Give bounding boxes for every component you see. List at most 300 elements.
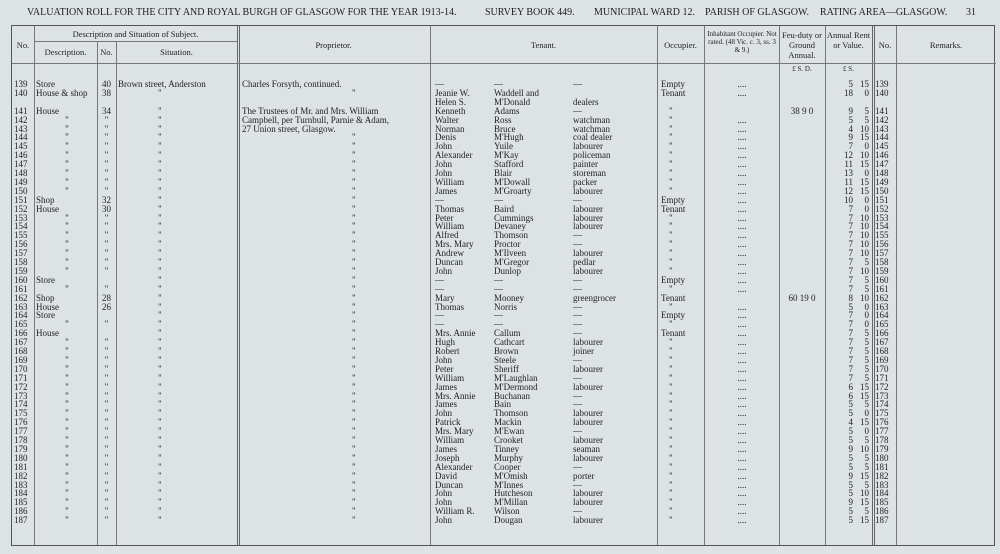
row-rent-pounds: 7 [848,346,853,356]
roll-title: VALUATION ROLL FOR THE CITY AND ROYAL BURGH OF GLASGOW FOR THE YEAR 1913-14. [27,7,457,18]
row-number: 144 [14,132,28,143]
row-occupier: Empty [661,79,685,89]
row-occupier: " [669,257,673,267]
row-situation: " [158,328,162,339]
row-tenant-last: Murphy [494,452,523,463]
row-tenant-first: — [435,310,444,321]
row-description: Shop [36,292,55,303]
row-proprietor: " [352,408,356,419]
row-tenant-last: — [494,319,503,330]
row-description: " [65,488,69,499]
row-house-number: " [104,221,109,232]
row-situation: " [158,443,162,454]
page-header [0,0,1000,22]
col-description: Description. [44,47,87,57]
row-number: 166 [14,328,28,339]
row-tenant-last: Steele [494,354,516,365]
row-tenant-occupation: — [573,372,582,383]
row-proprietor: " [352,185,356,196]
row-proprietor: The Trustees of Mr. and Mrs. William [242,105,379,116]
row-rent-shillings: 15 [860,417,869,428]
row-inhabitant: .... [737,123,747,134]
row-situation: " [158,159,162,170]
row-rent-pounds: 5 [848,408,853,419]
row-house-number: " [104,185,109,196]
row-number-right: 156 [875,239,889,250]
row-rent-pounds: 5 [848,426,853,437]
row-description: Store [36,79,55,89]
row-tenant-last: Crooket [494,435,523,445]
row-description: " [65,212,69,223]
row-occupier: " [669,141,673,152]
col-inhabitant: Inhabitant Occupier. Not rated. (48 Vic. c. 3, ss. 3 & 9.) [707,30,777,54]
row-description: " [65,443,69,454]
row-rent-shillings: 0 [864,310,869,321]
row-rent-pounds: 7 [848,319,853,330]
row-number-right: 145 [875,141,889,152]
row-situation: " [158,292,162,303]
row-house-number: 32 [102,194,111,205]
row-tenant-occupation: policeman [573,150,611,161]
row-occupier: " [669,417,673,428]
row-rent-pounds: 6 [848,381,853,392]
row-proprietor: " [352,515,356,526]
row-inhabitant: .... [737,159,747,170]
row-description: " [65,248,69,259]
row-tenant-first: John [435,265,453,276]
row-occupier: " [669,159,673,170]
row-number: 155 [14,230,28,241]
row-proprietor: " [352,328,356,339]
row-description: Store [36,310,55,321]
row-occupier: Empty [661,310,685,321]
row-rent-shillings: 15 [860,79,869,89]
row-number-right: 159 [875,265,889,276]
row-description: " [65,265,69,276]
row-occupier: " [669,497,673,508]
row-tenant-occupation: — [573,274,582,285]
row-rent-pounds: 4 [848,123,853,134]
row-tenant-last: M'Gregor [494,257,530,267]
row-tenant-occupation: — [573,310,582,321]
row-inhabitant: .... [737,185,747,196]
row-number-right: 177 [875,426,889,437]
row-house-number: " [104,141,109,152]
row-rent-shillings: 10 [860,292,869,303]
row-description: " [65,452,69,463]
row-proprietor: Charles Forsyth, continued. [242,79,342,89]
row-tenant-first: William [435,435,465,445]
roll-table [11,25,995,546]
row-description: " [65,363,69,374]
row-number: 158 [14,257,28,267]
row-tenant-first: Kenneth [435,105,466,116]
row-inhabitant: .... [737,79,747,89]
row-feu-duty: 38 9 0 [790,105,814,116]
row-number-right: 170 [875,363,889,374]
row-house-number: " [104,319,109,330]
row-inhabitant: .... [737,203,747,214]
row-rent-shillings: 15 [860,159,869,170]
row-number-right: 149 [875,176,889,187]
row-inhabitant: .... [737,132,747,143]
row-situation: " [158,390,162,401]
row-house-number: " [104,372,109,383]
row-description: House [36,105,59,116]
row-number-right: 178 [875,435,889,445]
row-inhabitant: .... [737,141,747,152]
row-proprietor: " [352,461,356,472]
row-number: 175 [14,408,28,419]
row-rent-shillings: 10 [860,239,869,250]
row-tenant-occupation: coal dealer [573,132,613,143]
row-tenant-last: Blair [494,168,512,178]
row-rent-pounds: 8 [848,292,853,303]
row-number: 176 [14,417,28,428]
row-tenant-first: Robert [435,346,460,356]
row-situation: " [158,212,162,223]
row-tenant-last: Dougan [494,515,523,526]
row-proprietor: " [352,283,356,294]
row-tenant-occupation: — [573,506,582,517]
row-situation: " [158,87,162,98]
row-rent-pounds: 7 [848,354,853,365]
row-tenant-occupation: labourer [573,363,603,374]
row-tenant-first: Mrs. Mary [435,426,474,437]
row-house-number: " [104,346,109,356]
row-number: 171 [14,372,28,383]
row-inhabitant: .... [737,301,747,312]
row-tenant-occupation: labourer [573,417,603,428]
row-house-number: " [104,506,109,517]
row-inhabitant: .... [737,435,747,445]
row-number-right: 151 [875,194,889,205]
row-description: " [65,372,69,383]
row-number-right: 169 [875,354,889,365]
row-house-number: " [104,497,109,508]
row-rent-pounds: 6 [848,390,853,401]
row-tenant-last: Devaney [494,221,526,232]
row-rent-shillings: 15 [860,470,869,481]
row-number: 148 [14,168,28,178]
row-situation: " [158,230,162,241]
row-number: 151 [14,194,28,205]
row-inhabitant: .... [737,390,747,401]
row-rent-pounds: 7 [848,248,853,259]
row-tenant-occupation: — [573,239,582,250]
row-tenant-last: M'Ewan [494,426,525,437]
row-proprietor: " [352,337,356,348]
row-rent-pounds: 7 [848,283,853,294]
row-number-right: 183 [875,479,889,490]
row-situation: " [158,497,162,508]
row-number-right: 160 [875,274,889,285]
row-occupier: " [669,408,673,419]
row-situation: " [158,452,162,463]
row-tenant-first: James [435,185,457,196]
col-feu-duty: Feu-duty or Ground Annual. [782,30,822,60]
row-tenant-first: Denis [435,132,456,143]
row-proprietor: " [352,479,356,490]
row-rent-shillings: 10 [860,443,869,454]
row-rent-shillings: 15 [860,515,869,526]
row-description: Shop [36,194,55,205]
row-description: " [65,497,69,508]
row-proprietor: " [352,488,356,499]
row-tenant-last: Hutcheson [494,488,533,499]
table-row [12,516,996,525]
row-tenant-occupation: labourer [573,141,603,152]
row-number-right: 179 [875,443,889,454]
row-inhabitant: .... [737,150,747,161]
row-rent-shillings: 5 [864,337,869,348]
row-occupier: " [669,239,673,250]
row-house-number: " [104,176,109,187]
row-rent-pounds: 7 [848,230,853,241]
row-number: 173 [14,390,28,401]
row-description: House & shop [36,87,88,98]
row-situation: " [158,283,162,294]
row-rent-shillings: 0 [864,301,869,312]
row-rent-pounds: 5 [848,479,853,490]
row-proprietor: " [352,212,356,223]
row-number-right: 171 [875,372,889,383]
row-tenant-first: Alfred [435,230,459,241]
row-house-number: " [104,399,109,410]
row-tenant-last: M'Ilveen [494,248,527,259]
row-proprietor: " [352,301,356,312]
row-rent-pounds: 9 [848,497,853,508]
row-inhabitant: .... [737,417,747,428]
row-proprietor: " [352,399,356,410]
row-number: 187 [14,515,28,526]
row-proprietor: " [352,354,356,365]
row-inhabitant: .... [737,426,747,437]
row-number: 143 [14,123,28,134]
row-number-right: 182 [875,470,889,481]
row-inhabitant: .... [737,221,747,232]
row-situation: " [158,194,162,205]
row-inhabitant: .... [737,497,747,508]
row-rent-pounds: 7 [848,372,853,383]
row-tenant-first: Norman [435,123,465,134]
row-tenant-last: M'Groarty [494,185,532,196]
row-occupier: " [669,150,673,161]
row-rent-pounds: 5 [848,435,853,445]
row-rent-pounds: 7 [848,257,853,267]
row-house-number: 30 [102,203,111,214]
row-tenant-occupation: labourer [573,488,603,499]
row-tenant-last: Sheriff [494,363,519,374]
row-situation: " [158,417,162,428]
row-occupier: " [669,363,673,374]
row-rent-shillings: 0 [864,203,869,214]
row-tenant-last: M'Laughlan [494,372,538,383]
row-proprietor: " [352,372,356,383]
row-tenant-last: Mackin [494,417,522,428]
row-occupier: " [669,248,673,259]
row-house-number: " [104,354,109,365]
row-description: House [36,328,59,339]
row-tenant-first: John [435,408,453,419]
row-house-number: " [104,461,109,472]
row-tenant-occupation: — [573,328,582,339]
row-situation: " [158,337,162,348]
row-occupier: " [669,319,673,330]
row-situation: " [158,301,162,312]
row-tenant-first: William R. [435,506,475,517]
row-tenant-first: John [435,488,453,499]
row-description: " [65,221,69,232]
row-proprietor: " [352,310,356,321]
row-tenant-last: Stafford [494,159,524,170]
row-house-number: " [104,515,109,526]
row-tenant-last: M'Millan [494,497,528,508]
row-number: 172 [14,381,28,392]
row-number: 149 [14,176,28,187]
row-number: 160 [14,274,28,285]
row-tenant-first: Thomas [435,301,464,312]
row-description: House [36,203,59,214]
row-house-number: " [104,426,109,437]
row-number: 152 [14,203,28,214]
row-description: " [65,319,69,330]
row-situation: " [158,506,162,517]
row-house-number: " [104,283,109,294]
row-number: 183 [14,479,28,490]
row-tenant-first: Peter [435,212,454,223]
row-rent-pounds: 7 [848,239,853,250]
row-number: 153 [14,212,28,223]
row-rent-shillings: 0 [864,141,869,152]
row-rent-shillings: 15 [860,381,869,392]
row-rent-pounds: 5 [848,79,853,89]
row-house-number: " [104,168,109,178]
row-tenant-occupation: watchman [573,123,610,134]
row-proprietor: " [352,230,356,241]
row-number-right: 146 [875,150,889,161]
row-situation: " [158,426,162,437]
row-house-number: " [104,470,109,481]
row-situation: " [158,479,162,490]
row-proprietor: " [352,506,356,517]
row-occupier: " [669,346,673,356]
row-tenant-occupation: — [573,105,582,116]
row-tenant-occupation: labourer [573,265,603,276]
row-house-number: 28 [102,292,111,303]
row-inhabitant: .... [737,443,747,454]
row-number: 186 [14,506,28,517]
col-tenant: Tenant. [530,40,557,50]
row-description: Store [36,274,55,285]
row-number: 161 [14,283,28,294]
row-occupier: " [669,123,673,134]
row-description: " [65,435,69,445]
row-description: " [65,346,69,356]
row-house-number: " [104,114,109,125]
row-tenant-occupation: storeman [573,168,606,178]
row-occupier: " [669,372,673,383]
row-occupier: " [669,461,673,472]
row-tenant-last: Tinney [494,443,520,454]
row-description: " [65,283,69,294]
row-rent-pounds: 7 [848,265,853,276]
row-house-number: " [104,230,109,241]
row-tenant-occupation: labourer [573,408,603,419]
row-occupier: " [669,399,673,410]
row-tenant-first: John [435,354,453,365]
row-occupier: " [669,221,673,232]
row-number-right: 167 [875,337,889,348]
row-situation: " [158,319,162,330]
municipal-ward: MUNICIPAL WARD 12. [594,7,696,18]
row-tenant-first: John [435,497,453,508]
row-tenant-first: William [435,221,465,232]
row-number-right: 166 [875,328,889,339]
row-rent-pounds: 5 [848,399,853,410]
row-rent-pounds: 7 [848,141,853,152]
row-tenant-last: Bruce [494,123,516,134]
row-tenant-last: M'Dowall [494,176,531,187]
row-tenant-first: Helen S. [435,96,466,107]
row-tenant-first: — [435,79,444,89]
row-occupier: " [669,176,673,187]
row-number: 167 [14,337,28,348]
row-occupier: " [669,515,673,526]
row-number: 150 [14,185,28,196]
row-rent-shillings: 5 [864,354,869,365]
row-description: " [65,479,69,490]
row-number-right: 147 [875,159,889,170]
row-occupier: " [669,443,673,454]
row-situation: " [158,381,162,392]
row-rent-shillings: 0 [864,319,869,330]
row-tenant-first: Thomas [435,203,464,214]
col-no: No. [16,40,30,50]
row-tenant-occupation: — [573,479,582,490]
col-number: No. [100,47,113,57]
row-proprietor: " [352,168,356,178]
row-number-right: 175 [875,408,889,419]
row-situation: " [158,168,162,178]
row-number-right: 181 [875,461,889,472]
row-number-right: 164 [875,310,889,321]
row-occupier: " [669,470,673,481]
row-situation: " [158,354,162,365]
row-description: " [65,408,69,419]
row-situation: " [158,470,162,481]
row-inhabitant: .... [737,354,747,365]
row-inhabitant: .... [737,408,747,419]
row-number: 157 [14,248,28,259]
row-tenant-last: Norris [494,301,517,312]
row-rent-shillings: 10 [860,150,869,161]
row-tenant-last: — [494,79,503,89]
row-number: 174 [14,399,28,410]
row-number: 139 [14,79,28,89]
row-house-number: " [104,123,109,134]
row-tenant-occupation: — [573,354,582,365]
row-description: " [65,159,69,170]
page-number: 31 [966,7,976,18]
row-number: 145 [14,141,28,152]
row-number: 168 [14,346,28,356]
row-rent-shillings: 5 [864,479,869,490]
row-inhabitant: .... [737,470,747,481]
row-rent-shillings: 10 [860,265,869,276]
row-rent-shillings: 0 [864,87,869,98]
row-rent-pounds: 9 [848,132,853,143]
